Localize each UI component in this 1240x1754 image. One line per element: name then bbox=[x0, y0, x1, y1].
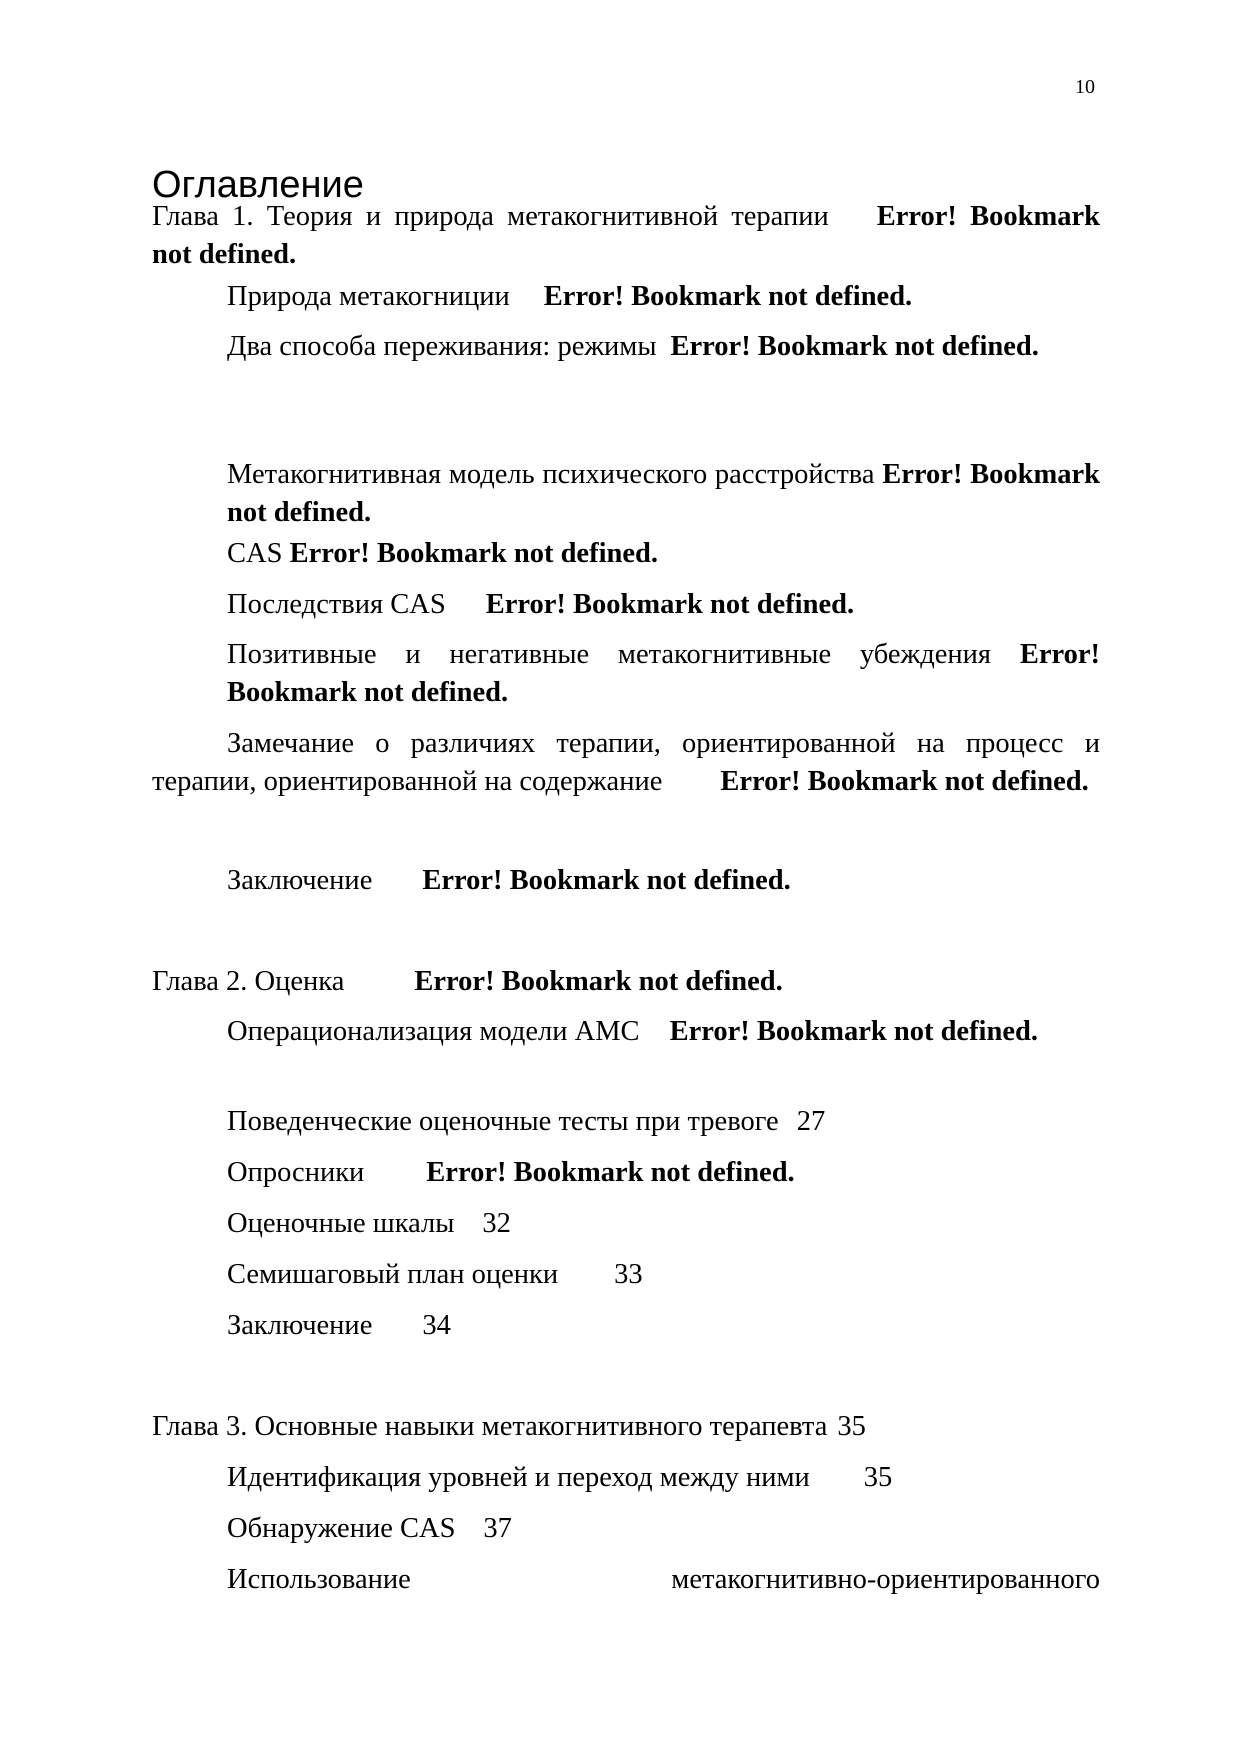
toc-entry-text: Семишаговый план оценки bbox=[227, 1259, 559, 1290]
toc-entry-text: Глава 1. Теория и природа метакогнитивной терапии bbox=[152, 201, 829, 232]
toc-entry-text: CAS bbox=[227, 538, 283, 569]
toc-entry-chapter-2[interactable] bbox=[152, 963, 1100, 1001]
toc-entry[interactable] bbox=[227, 1154, 1100, 1192]
toc-entry[interactable] bbox=[152, 328, 1100, 366]
toc-entry[interactable] bbox=[227, 636, 1100, 712]
toc-entry-text: Глава 3. Основные навыки метакогнитивного терапевта bbox=[152, 1411, 828, 1442]
toc-entry[interactable] bbox=[227, 535, 1100, 573]
toc-entry[interactable] bbox=[227, 1561, 1100, 1599]
toc-entry-text: Обнаружение CAS bbox=[227, 1513, 456, 1544]
toc-entry[interactable] bbox=[227, 1103, 1100, 1141]
page-number: 10 bbox=[1075, 76, 1095, 98]
toc-entry-ref: Error! Bookmark not defined. bbox=[485, 589, 855, 620]
toc-entry-ref: Error! Bookmark not defined. bbox=[227, 459, 1100, 528]
toc-entry-page: 33 bbox=[614, 1259, 643, 1290]
toc-entry-text: Заключение bbox=[227, 1310, 373, 1341]
toc-entry-text: Последствия CAS bbox=[227, 589, 446, 620]
toc-title: Оглавление bbox=[152, 164, 364, 206]
toc-entry[interactable] bbox=[227, 456, 1100, 532]
toc-entry[interactable] bbox=[227, 1205, 1100, 1243]
toc-entry-page: 32 bbox=[482, 1208, 511, 1239]
toc-entry-text: Использование метакогнитивно-ориентированного bbox=[227, 1564, 1100, 1595]
toc-entry-chapter-1[interactable] bbox=[152, 198, 1100, 274]
toc-entry-ref: Error! Bookmark not defined. bbox=[543, 281, 913, 312]
toc-entry[interactable] bbox=[227, 1510, 1100, 1548]
toc-entry-ref: Error! Bookmark not defined. bbox=[227, 639, 1100, 708]
toc-entry-page: 34 bbox=[422, 1310, 451, 1341]
toc-entry-ref: Error! Bookmark not defined. bbox=[720, 766, 1089, 797]
toc-entry-page: 27 bbox=[796, 1106, 826, 1137]
toc-entry-ref: Error! Bookmark not defined. bbox=[414, 966, 783, 997]
toc-entry-text: Два способа переживания: режимы bbox=[227, 331, 657, 362]
toc-entry-ref: Error! Bookmark not defined. bbox=[670, 331, 1039, 362]
toc-entry-text: Позитивные и негативные метакогнитивные убеждения bbox=[227, 639, 992, 670]
toc-entry-text: Метакогнитивная модель психического расстройства bbox=[227, 459, 875, 490]
toc-entry-text: Глава 2. Оценка bbox=[152, 966, 345, 997]
toc-entry-ref: Error! Bookmark not defined. bbox=[289, 538, 658, 569]
toc-entry-text: Заключение bbox=[227, 865, 373, 896]
toc-entry[interactable] bbox=[227, 586, 1100, 624]
toc-entry-ref: Error! Bookmark not defined. bbox=[152, 201, 1100, 270]
toc-entry-chapter-3[interactable] bbox=[152, 1408, 1100, 1446]
toc-entry-ref: Error! Bookmark not defined. bbox=[422, 865, 791, 896]
toc-entry[interactable] bbox=[227, 1307, 1100, 1345]
toc-entry-page: 35 bbox=[837, 1411, 866, 1442]
toc-entry-text: Поведенческие оценочные тесты при тревоге bbox=[227, 1106, 779, 1137]
toc-entry-text: Замечание о различиях терапии, ориентированной на процесс и терапии, ориентированной на содержание bbox=[152, 728, 1100, 797]
toc-entry[interactable] bbox=[227, 1459, 1100, 1497]
toc-entry-text: Операционализация модели AMC bbox=[227, 1016, 640, 1047]
toc-entry[interactable] bbox=[227, 862, 1100, 900]
toc-entry[interactable] bbox=[227, 1256, 1100, 1294]
toc-entry-text: Опросники bbox=[227, 1157, 365, 1188]
toc-entry-text: Оценочные шкалы bbox=[227, 1208, 455, 1239]
toc-entry[interactable] bbox=[152, 1013, 1100, 1051]
toc-entry-text: Природа метакогниции bbox=[227, 281, 510, 312]
toc-entry[interactable] bbox=[227, 278, 1100, 316]
toc-entry-ref: Error! Bookmark not defined. bbox=[426, 1157, 795, 1188]
toc-entry-page: 37 bbox=[483, 1513, 512, 1544]
toc-entry-text: Идентификация уровней и переход между ними bbox=[227, 1462, 810, 1493]
toc-entry-ref: Error! Bookmark not defined. bbox=[669, 1016, 1038, 1047]
toc-entry[interactable] bbox=[152, 725, 1100, 801]
toc-entry-page: 35 bbox=[863, 1462, 893, 1493]
